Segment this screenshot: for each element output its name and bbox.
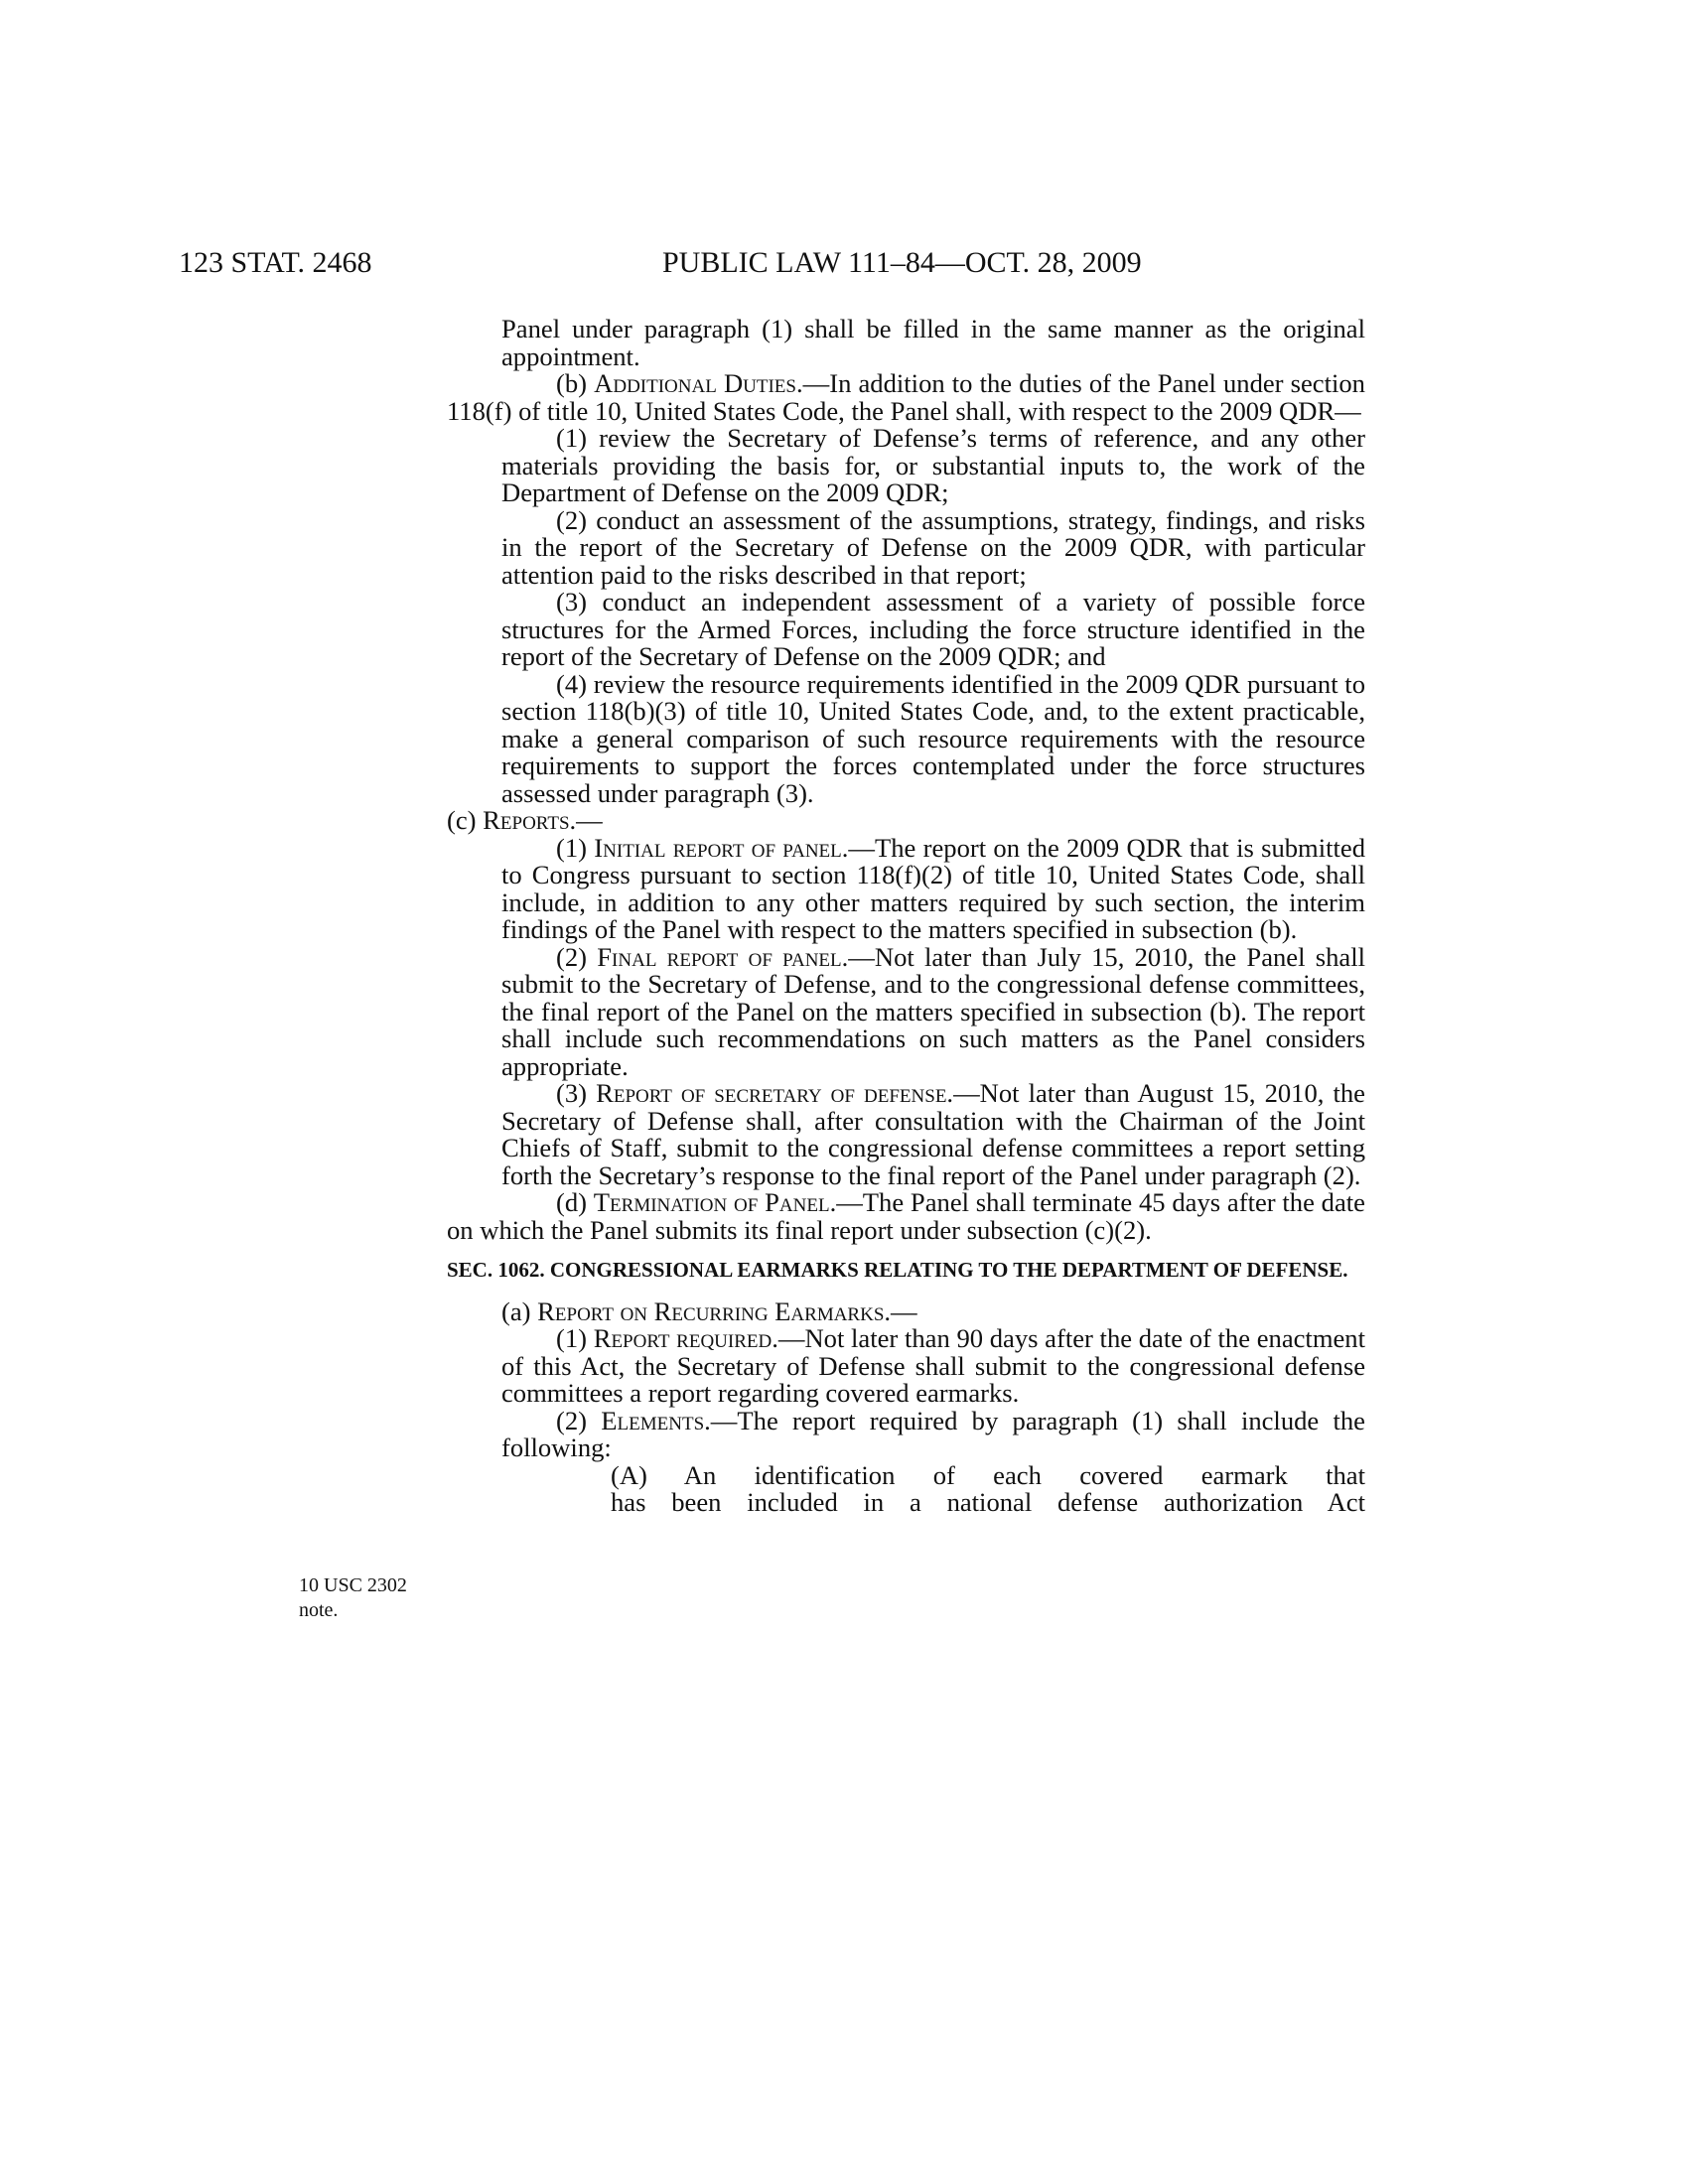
- paragraph-c2-text: .—Not later than July 15, 2010, the Panel shall submit to the Secretary of Defense, and to the congressional defense committees, the final report of the Panel on the matters specified in subsection (b). The report shall include such recommendations on such matters as the Panel considers appropriate.: [501, 941, 1365, 1081]
- paragraph-a1: [501, 1325, 1365, 1408]
- paragraph-b3: (3) conduct an independent assessment of a variety of possible force structures for the Armed Forces, including the force structure identified in the report of the Secretary of Defense on the 2009 QDR; and: [501, 587, 1365, 671]
- margin-note: [299, 1573, 438, 1623]
- subsection-b-label: (b): [556, 368, 595, 398]
- statute-page-number: 123 STAT. 2468: [179, 246, 372, 279]
- subparagraph-a2A-line2: has been included in a national defense authorization Act: [611, 1487, 1365, 1517]
- body-text: [447, 314, 1365, 1517]
- subsection-b-heading: Additional Duties: [594, 368, 796, 398]
- paragraph-b2: (2) conduct an assessment of the assumptions, strategy, findings, and risks in the report of the Secretary of Defense on the 2009 QDR, with particular attention paid to the risks described in that report;: [501, 504, 1365, 590]
- paragraph-c2: [501, 941, 1365, 1081]
- subsection-d-text: .—The Panel shall terminate 45 days after the date on which the Panel submits its final report under subsection (c)(2).: [447, 1187, 1365, 1245]
- subsection-c: [447, 807, 1365, 835]
- page-header: [179, 246, 1365, 286]
- subsection-c-label: (c): [447, 805, 484, 835]
- paragraph-a2-heading: Elements: [601, 1405, 705, 1435]
- subsection-d-heading: Termination of Panel: [593, 1187, 830, 1217]
- subsection-b-text: .—In addition to the duties of the Panel under section 118(f) of title 10, United States Code, the Panel shall, with respect to the 2009 QDR—: [447, 368, 1365, 426]
- paragraph-c3-text: .—Not later than August 15, 2010, the Secretary of Defense shall, after consultation with the Chairman of the Joint Chiefs of Staff, submit to the congressional defense committees a report setting forth the Secretary’s response to the final report of the Panel under paragraph (2).: [501, 1078, 1365, 1190]
- paragraph-c3-label: (3): [556, 1078, 597, 1108]
- paragraph-a2: [501, 1405, 1365, 1462]
- paragraph-continuation: Panel under paragraph (1) shall be filled in the same manner as the original appointment.: [501, 314, 1365, 371]
- subsection-b: [447, 370, 1365, 425]
- paragraph-c2-heading: Final report of panel: [597, 941, 842, 972]
- paragraph-a2-label: (2): [556, 1405, 602, 1435]
- paragraph-c3: [501, 1080, 1365, 1189]
- subsection-d: [447, 1189, 1365, 1244]
- paragraph-b1: (1) review the Secretary of Defense’s terms of reference, and any other materials providing the basis for, or substantial inputs to, the work of the Department of Defense on the 2009 QDR;: [501, 423, 1365, 507]
- paragraph-c1-text: .—The report on the 2009 QDR that is submitted to Congress pursuant to section 118(f)(2) of title 10, United States Code, shall include, in addition to any other matters required by such section, the interim findings of the Panel with respect to the matters specified in subsection (b).: [501, 832, 1365, 944]
- subsection-d-label: (d): [556, 1187, 594, 1217]
- subsection-c-heading: Reports: [483, 805, 570, 835]
- paragraph-c2-label: (2): [556, 941, 598, 972]
- subsection-a-label: (a): [501, 1296, 538, 1326]
- subsection-a: [501, 1298, 1365, 1326]
- paragraph-c1-heading: Initial report of panel: [594, 832, 842, 863]
- paragraph-c1-label: (1): [556, 832, 595, 863]
- paragraph-a1-heading: Report required: [593, 1323, 773, 1353]
- paragraph-a1-text: .—Not later than 90 days after the date of the enactment of this Act, the Secretary of Defense shall submit to the congressional defense committees a report regarding covered earmarks.: [501, 1323, 1365, 1408]
- paragraph-b4: (4) review the resource requirements identified in the 2009 QDR pursuant to section 118(b)(3) of title 10, United States Code, and, to the extent practicable, make a general comparison of such resource requirements with the resource requirements to support the forces contemplated under the force structures assessed under paragraph (3).: [501, 668, 1365, 808]
- section-heading: SEC. 1062. CONGRESSIONAL EARMARKS RELATING TO THE DEPARTMENT OF DEFENSE.: [447, 1258, 1348, 1282]
- subparagraph-a2A-line1: (A) An identification of each covered earmark that: [611, 1459, 1365, 1490]
- subsection-c-dash: .—: [569, 805, 603, 835]
- margin-note-citation: 10 USC 2302: [299, 1574, 407, 1596]
- subsection-a-heading: Report on Recurring Earmarks: [537, 1296, 885, 1326]
- margin-note-label: note.: [299, 1599, 339, 1621]
- paragraph-a1-label: (1): [556, 1323, 594, 1353]
- running-head: PUBLIC LAW 111–84—OCT. 28, 2009: [662, 246, 1142, 279]
- paragraph-c3-heading: Report of secretary of defense: [596, 1078, 947, 1108]
- subsection-a-dash: .—: [884, 1296, 917, 1326]
- paragraph-a2-text: .—The report required by paragraph (1) shall include the following:: [501, 1405, 1365, 1462]
- paragraph-c1: [501, 832, 1365, 944]
